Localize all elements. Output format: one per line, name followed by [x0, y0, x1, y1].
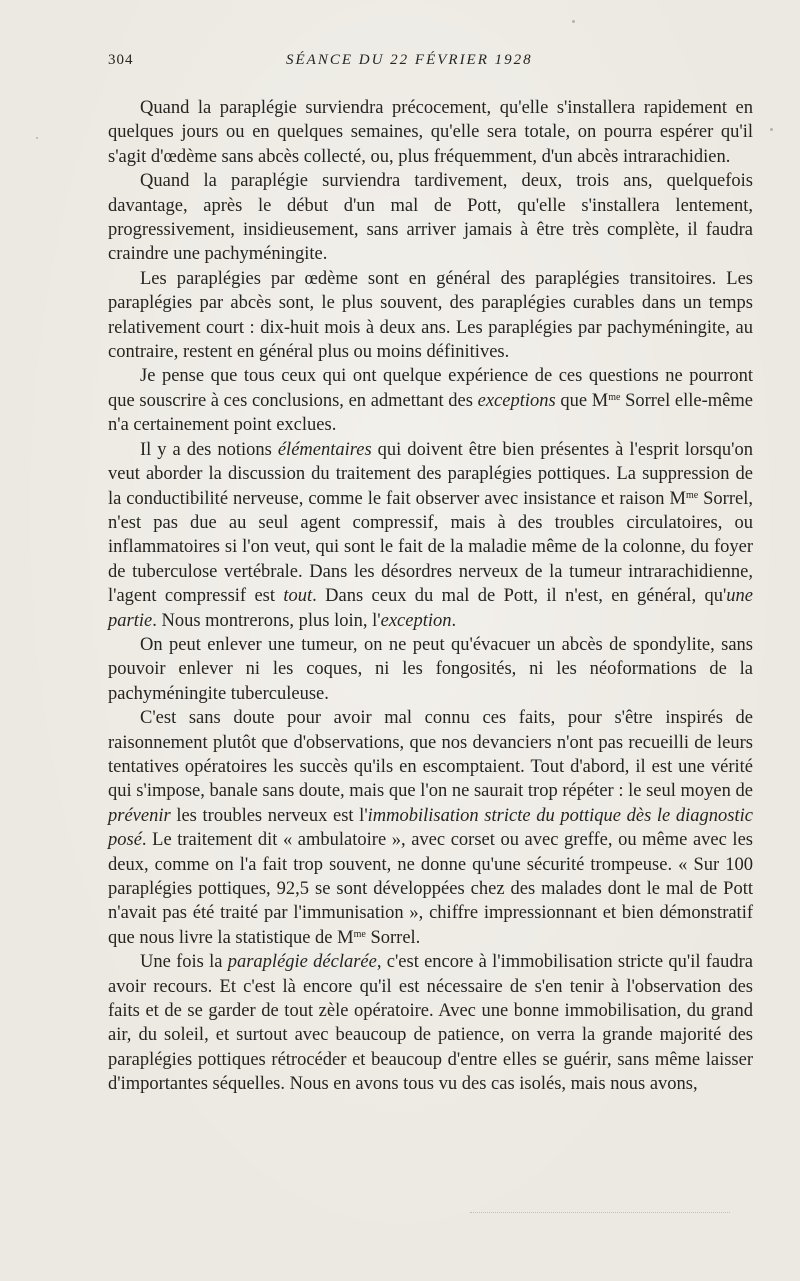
text-run: . Nous montrerons, plus loin, l' [152, 610, 381, 631]
paragraph-3: Les paraplégies par œdème sont en général des paraplégies transitoires. Les paraplégies par abcès sont, le plus souvent, des paraplégies curables dans un temps relativement court : dix-huit mois à deux ans. Les paraplégies par pachyméningite, au contraire, restent en général plus ou moins définitives. [108, 268, 753, 363]
paragraph-1: Quand la paraplégie surviendra précocement, qu'elle s'installera rapidement en quelques jours ou en quelques semaines, qu'elle sera totale, on pourra espérer qu'il s'agit d'œdème sans abcès collecté, ou, plus fréquemment, d'un abcès intrarachidien. [108, 98, 753, 167]
paragraph-6: On peut enlever une tumeur, on ne peut qu'évacuer un abcès de spondylite, sans pouvoir enlever ni les coques, ni les fongosités, ni les néoformations de la pachyméningite tuberculeuse. [108, 634, 753, 704]
text-run: qui doivent être bien présentes à l'esprit lorsqu'on veut aborder la discussion du traitement des paraplégies pottiques. La suppression de la conductibilité nerveuse, comme le fait observer avec insistance et raison M [108, 439, 753, 509]
text-run: . Dans ceux du mal de Pott, il n'est, en général, qu' [312, 586, 727, 607]
italic-run: tout [283, 586, 313, 607]
paragraph-7 [108, 706, 753, 950]
text-run: Une fois la [140, 952, 228, 973]
italic-run: prévenir [108, 805, 171, 826]
paragraph-4 [108, 364, 753, 437]
paragraph-2: Quand la paraplégie surviendra tardivement, deux, trois ans, quelquefois davantage, après le début d'un mal de Pott, qu'elle s'installera lentement, progressivement, insidieusement, sans arriver jamais à être très complète, il faudra craindre une pachyméningite. [108, 171, 753, 265]
text-run: , c'est encore à l'immobilisation stricte qu'il faudra avoir recours. Et c'est là encore qu'il est nécessaire de s'en tenir à l'observation des faits et de se garder de tout zèle opératoire. Avec une bonne immobilisation, du grand air, du soleil, et surtout avec beaucoup de patience, on verra la grande majorité des paraplégies pottiques rétrocéder et beaucoup d'entre elles se guérir, sans même laisser d'importantes séquelles. Nous en avons tous vu des cas isolés, mais nous avons, [108, 952, 753, 1095]
paper-speck [36, 137, 38, 139]
text-run: Sorrel elle-même n'a certainement point exclues. [108, 390, 753, 436]
body-text [108, 96, 753, 1097]
italic-run: une partie [108, 586, 753, 631]
paragraph-8 [108, 950, 753, 1096]
superscript: me [685, 489, 699, 501]
italic-run: exception [380, 610, 452, 631]
running-title: SÉANCE DU 22 FÉVRIER 1928 [286, 52, 533, 68]
text-run: . Le traitement dit « ambulatoire », avec corset ou avec greffe, ou même avec les deux, comme on l'a fait trop souvent, ne donne qu'une sécurité trompeuse. « Sur 100 paraplégies pottiques, 92,5 se sont développées chez des malades dont le mal de Pott n'avait pas été traité par l'immunisation », chiffre impressionnant et bien démonstratif que nous livre la statistique de M [108, 830, 753, 948]
italic-run: immobilisation stricte du pottique dès le diagnostic posé [108, 805, 753, 851]
bleed-through-mark [470, 1212, 730, 1221]
italic-run: élémentaires [277, 439, 372, 460]
page-number: 304 [108, 52, 134, 68]
text-run: Sorrel, n'est pas due au seul agent compressif, mais à des troubles circulatoires, ou inflammatoires si l'on veut, qui sont le fait de la maladie même de la colonne, du foyer de tuberculose vertébrale. Dans les désordres nerveux de la tumeur intrarachidienne, l'agent compressif est [108, 488, 753, 607]
text-run: . [451, 610, 457, 631]
paper-speck [770, 128, 773, 131]
text-run: C'est sans doute pour avoir mal connu ces faits, pour s'être inspirés de raisonnement plutôt que d'observations, que nos devanciers n'ont pas recueilli de leurs tentatives opératoires les succès qu'ils en escomptaient. Tout d'abord, il est une vérité qui s'impose, banale sans doute, mais que l'on ne saurait trop répéter : le seul moyen de [108, 708, 753, 802]
text-run: que M [555, 390, 609, 411]
text-run: Sorrel. [365, 927, 421, 948]
paragraph-5 [108, 438, 753, 633]
text-run: Il y a des notions [140, 439, 278, 460]
italic-run: exceptions [477, 390, 556, 411]
paper-speck [572, 20, 575, 23]
text-run: les troubles nerveux est l' [170, 805, 368, 826]
page-header [108, 52, 753, 74]
superscript: me [608, 391, 621, 403]
superscript: me [353, 928, 366, 940]
italic-run: paraplégie déclarée [227, 952, 377, 973]
text-run: Je pense que tous ceux qui ont quelque expérience de ces questions ne pourront que souscrire à ces conclusions, en admettant des [108, 366, 753, 411]
